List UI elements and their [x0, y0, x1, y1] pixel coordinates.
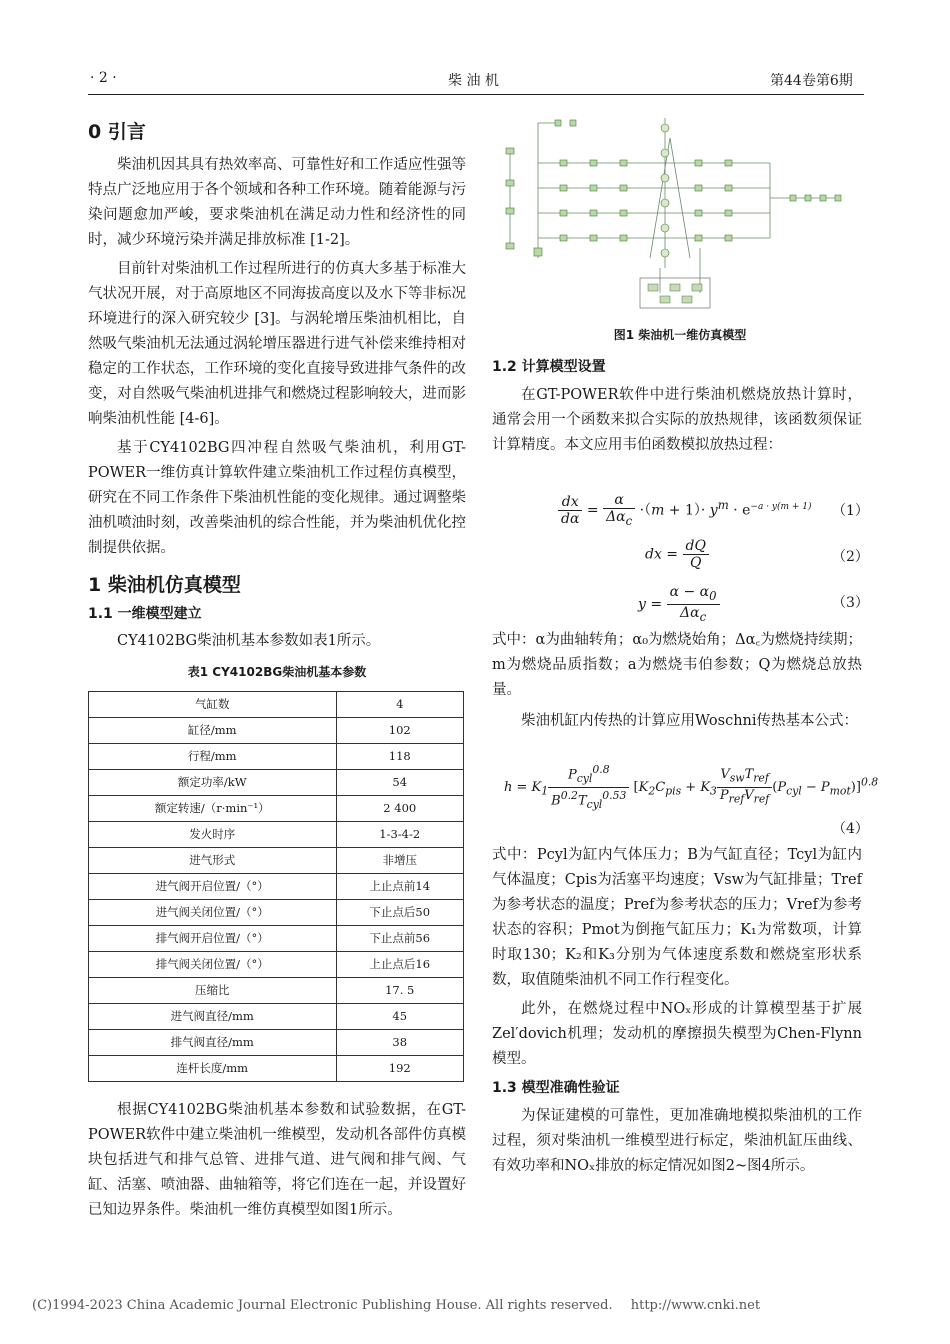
header-rule [88, 94, 864, 95]
after-table-paragraph: 根据CY4102BG柴油机基本参数和试验数据，在GT-POWER软件中建立柴油机一维模型，发动机各部件仿真模块包括进气和排气总管、进排气道、进气阀和排气阀、气缸、活塞、喷油器、曲轴箱等，将它们连在一起，并设置好已知边界条件。柴油机一维仿真模型如图1所示。 [88, 1102, 466, 1218]
left-column [88, 120, 466, 1223]
param-name-cell: 排气阀直径/mm [89, 1030, 337, 1056]
param-name-cell: 进气阀关闭位置/（°） [89, 900, 337, 926]
param-value-cell: 1-3-4-2 [336, 822, 464, 848]
table-row [89, 822, 464, 848]
param-value-cell: 下止点后50 [336, 900, 464, 926]
param-name-cell: 排气阀开启位置/（°） [89, 926, 337, 952]
intro-paragraph-2: 目前针对柴油机工作过程所进行的仿真大多基于标准大气状况开展，对于高原地区不同海拔高度以及水下等非标况环境进行的深入研究较少 [3]。与涡轮增压柴油机相比，自然吸气柴油机无法通过涡轮增压器进行进气补偿来维持相对稳定的工作状态，工作环境的变化直接导致进排气条件的改变，对自然吸气柴油机进排气和燃烧过程影响较大，进而影响柴油机性能 [4-6]。 [88, 261, 466, 427]
equation-3-number: （3） [832, 595, 869, 611]
figure-1-caption: 图1 柴油机一维仿真模型 [613, 328, 747, 342]
equation-2-number: （2） [832, 549, 869, 565]
table-row [89, 874, 464, 900]
table-row [89, 692, 464, 718]
parameters-table [88, 691, 464, 1082]
table-row [89, 1004, 464, 1030]
section-1-title: 1 柴油机仿真模型 [88, 574, 241, 596]
table-row [89, 796, 464, 822]
equation-4-number: （4） [832, 821, 869, 837]
param-name-cell: 排气阀关闭位置/（°） [89, 952, 337, 978]
copyright-footer [32, 1298, 760, 1313]
param-value-cell: 非增压 [336, 848, 464, 874]
table-row [89, 900, 464, 926]
equation-1: $\frac{dx}{d\alpha}$ = $\frac{\alpha}{\Delta\alpha_c}$ $\cdot(m + 1)\cdot y^m \cdot e^{-a \cdot y(m + 1)}$ [558, 492, 812, 529]
param-name-cell: 进气阀开启位置/（°） [89, 874, 337, 900]
param-value-cell: 4 [336, 692, 464, 718]
param-value-cell: 17. 5 [336, 978, 464, 1004]
param-value-cell: 2 400 [336, 796, 464, 822]
param-name-cell: 压缩比 [89, 978, 337, 1004]
param-value-cell: 192 [336, 1056, 464, 1082]
section-1-1-title: 1.1 一维模型建立 [88, 606, 202, 622]
param-value-cell: 118 [336, 744, 464, 770]
copyright-text: (C)1994-2023 China Academic Journal Electronic Publishing House. All rights reserved. [32, 1298, 613, 1313]
right-column [492, 355, 862, 458]
equation-4-where: 式中：Pcyl为缸内气体压力；B为气缸直径；Tcyl为缸内气体温度；Cpis为活塞平均速度；Vsw为气缸排量；Tref为参考状态的温度；Pref为参考状态的压力；Vref为参考状态的容积；Pmot为倒拖气缸压力；K₁为常数项，计算时取130；K₂和K₃分别为气体速度系数和燃烧室形状系数，取值随柴油机不同工作行程变化。 [492, 847, 862, 988]
table-row [89, 978, 464, 1004]
section-1-1-text: CY4102BG柴油机基本参数如表1所示。 [117, 633, 381, 649]
table-row [89, 952, 464, 978]
intro-paragraph-3: 基于CY4102BG四冲程自然吸气柴油机，利用GT-POWER一维仿真计算软件建立柴油机工作过程仿真模型，研究在不同工作条件下柴油机性能的变化规律。通过调整柴油机喷油时刻，改善柴油机的综合性能，并为柴油机优化控制提供依据。 [88, 440, 466, 556]
param-name-cell: 缸径/mm [89, 718, 337, 744]
param-name-cell: 连杆长度/mm [89, 1056, 337, 1082]
nox-paragraph: 此外，在燃烧过程中NOₓ形成的计算模型基于扩展Zel′dovich机理；发动机的摩擦损失模型为Chen-Flynn模型。 [492, 1001, 862, 1067]
param-name-cell: 气缸数 [89, 692, 337, 718]
section-0-title: 0 引言 [88, 121, 146, 143]
engine-model-diagram [500, 108, 860, 318]
param-name-cell: 发火时序 [89, 822, 337, 848]
equation-2: dx = $\frac{dQ}{Q}$ [645, 538, 709, 571]
equation-4: $h = K_1$ $\frac{P_{cyl}^{0.8}}{B^{0.2}T_{cyl}^{0.53}}$ [$K_2C_{pis} + K_3$ $\frac{V_{sw}T_{ref}}{P_{ref}V_{ref}}$ $(P_{cyl} - P_{mot})]^{0.8}$ [504, 763, 879, 811]
section-1-3-text: 为保证建模的可靠性，更加准确地模拟柴油机的工作过程，须对柴油机一维模型进行标定，柴油机缸压曲线、有效功率和NOₓ排放的标定情况如图2~图4所示。 [492, 1108, 862, 1174]
table-row [89, 744, 464, 770]
param-value-cell: 102 [336, 718, 464, 744]
issue-label: 第44卷第6期 [770, 73, 853, 89]
intro-paragraph-1: 柴油机因其具有热效率高、可靠性好和工作适应性强等特点广泛地应用于各个领域和各种工作环境。随着能源与污染问题愈加严峻，要求柴油机在满足动力性和经济性的同时，减少环境污染并满足排放标准 [1-2]。 [88, 157, 466, 248]
param-value-cell: 45 [336, 1004, 464, 1030]
table-row [89, 1030, 464, 1056]
param-value-cell: 54 [336, 770, 464, 796]
section-1-2-text: 在GT-POWER软件中进行柴油机燃烧放热计算时，通常会用一个函数来拟合实际的放热规律，该函数须保证计算精度。本文应用韦伯函数模拟放热过程： [492, 387, 862, 453]
right-column-lower [492, 843, 862, 1179]
table-row [89, 1056, 464, 1082]
param-name-cell: 额定转速/（r·min⁻¹） [89, 796, 337, 822]
param-value-cell: 38 [336, 1030, 464, 1056]
page-number: · 2 · [90, 70, 117, 86]
param-name-cell: 行程/mm [89, 744, 337, 770]
table-row [89, 848, 464, 874]
right-column-middle [492, 628, 862, 734]
equation-1-3-where: 式中：α为曲轴转角；α₀为燃烧始角；Δα꜀为燃烧持续期；m为燃烧品质指数；a为燃烧韦伯参数；Q为燃烧总放热量。 [492, 632, 862, 698]
param-name-cell: 进气阀直径/mm [89, 1004, 337, 1030]
journal-name: 柴 油 机 [448, 73, 499, 89]
section-1-3-title: 1.3 模型准确性验证 [492, 1080, 620, 1096]
equation-3: y = $\frac{\alpha - \alpha_0}{\Delta\alpha_c}$ [638, 584, 720, 625]
woschni-intro: 柴油机缸内传热的计算应用Woschni传热基本公式： [521, 713, 859, 729]
param-value-cell: 上止点后16 [336, 952, 464, 978]
section-1-2-title: 1.2 计算模型设置 [492, 359, 606, 375]
param-value-cell: 上止点前14 [336, 874, 464, 900]
table-row [89, 770, 464, 796]
table-row [89, 718, 464, 744]
param-value-cell: 下止点前56 [336, 926, 464, 952]
equation-1-number: （1） [832, 503, 869, 519]
cnki-url[interactable]: http://www.cnki.net [630, 1298, 761, 1313]
param-name-cell: 进气形式 [89, 848, 337, 874]
table-row [89, 926, 464, 952]
table-caption: 表1 CY4102BG柴油机基本参数 [187, 665, 367, 679]
param-name-cell: 额定功率/kW [89, 770, 337, 796]
